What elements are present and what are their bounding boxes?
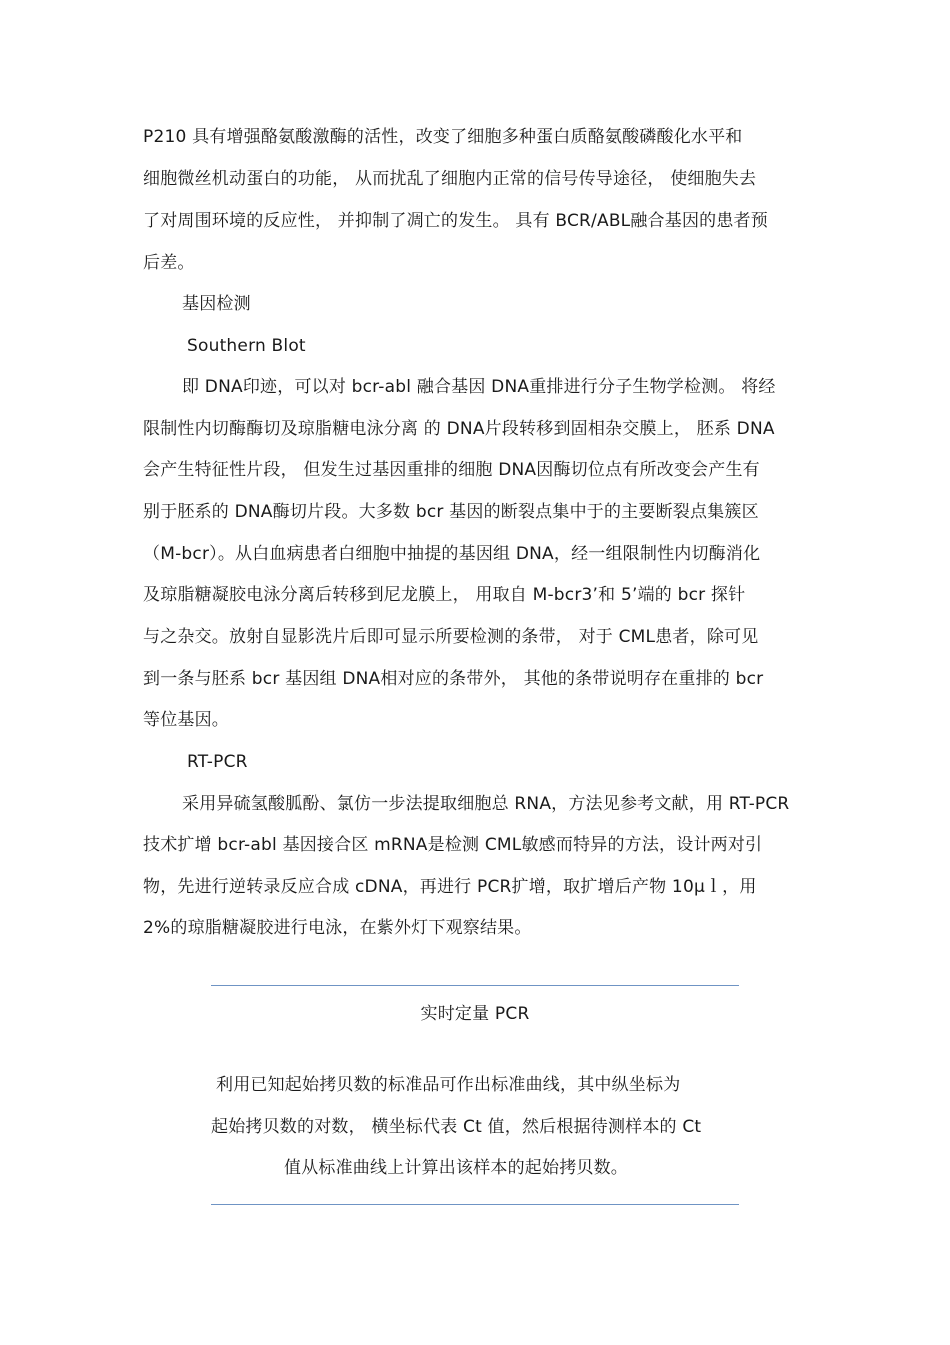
paragraph-line: 会产生特征性片段， 但发生过基因重排的细胞 DNA因酶切位点有所改变会产生有 (143, 460, 760, 480)
paragraph-line: 限制性内切酶酶切及琼脂糖电泳分离 的 DNA片段转移到固相杂交膜上， 胚系 DNA (143, 419, 775, 439)
box-text-line: 起始拷贝数的对数， 横坐标代表 Ct 值，然后根据待测样本的 Ct (211, 1117, 702, 1137)
box-title: 实时定量 PCR (420, 1004, 530, 1024)
paragraph-line: 与之杂交。放射自显影洗片后即可显示所要检测的条带， 对于 CML患者，除可见 (143, 627, 759, 647)
paragraph-line: 物，先进行逆转录反应合成 cDNA，再进行 PCR扩增，取扩增后产物 10μｌ，用 (143, 877, 757, 897)
paragraph-line: P210 具有增强酪氨酸激酶的活性，改变了细胞多种蛋白质酪氨酸磷酸化水平和 (143, 127, 743, 147)
paragraph-line: 到一条与胚系 bcr 基因组 DNA相对应的条带外， 其他的条带说明存在重排的 bcr (143, 669, 764, 689)
paragraph-line: 及琼脂糖凝胶电泳分离后转移到尼龙膜上， 用取自 M-bcr3’和 5’端的 bcr 探针 (143, 585, 746, 605)
paragraph-line: （M-bcr）。从白血病患者白细胞中抽提的基因组 DNA，经一组限制性内切酶消化 (143, 544, 761, 564)
paragraph-line: 后差。 (143, 253, 195, 273)
paragraph-line: 技术扩增 bcr-abl 基因接合区 mRNA是检测 CML敏感而特异的方法，设计两对引 (143, 835, 763, 855)
box-text-line: 值从标准曲线上计算出该样本的起始拷贝数。 (284, 1158, 628, 1178)
paragraph-line: 了对周围环境的反应性， 并抑制了凋亡的发生。 具有 BCR/ABL融合基因的患者预 (143, 211, 768, 231)
section-heading-southern-blot: Southern Blot (187, 336, 306, 356)
box-bottom-rule (211, 1204, 739, 1205)
paragraph-line: 2%的琼脂糖凝胶进行电泳，在紫外灯下观察结果。 (143, 918, 532, 938)
box-text-line: 利用已知起始拷贝数的标准品可作出标准曲线，其中纵坐标为 (216, 1075, 681, 1095)
paragraph-line: 采用异硫氢酸胍酚、氯仿一步法提取细胞总 RNA，方法见参考文献，用 RT-PCR (182, 794, 790, 814)
box-top-rule (211, 985, 739, 986)
paragraph-line: 等位基因。 (143, 710, 229, 730)
paragraph-line: 细胞微丝机动蛋白的功能， 从而扰乱了细胞内正常的信号传导途径， 使细胞失去 (143, 169, 757, 189)
paragraph-line: 别于胚系的 DNA酶切片段。大多数 bcr 基因的断裂点集中于的主要断裂点集簇区 (143, 502, 759, 522)
paragraph-line: 即 DNA印迹，可以对 bcr-abl 融合基因 DNA重排进行分子生物学检测。 将经 (182, 377, 776, 397)
section-heading-rt-pcr: RT-PCR (187, 752, 248, 772)
section-heading-gene-detection: 基因检测 (182, 294, 251, 314)
